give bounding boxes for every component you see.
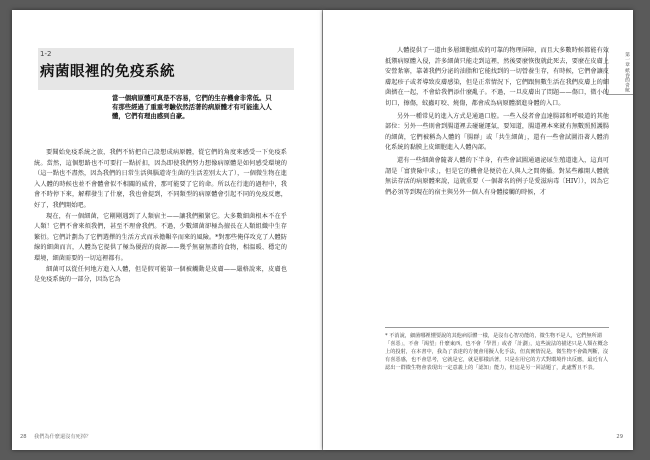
paragraph: 人體提供了一道由多層細胞組成的可靠的物理屏障，而且大多數時候都能有效抵禦病原體入侵，許多細菌只能走到這裡，然後要麼恢復就此死去，要麼在皮膚上安營紮寨，靠著我們分泌的油脂和它能找到的一切營養生存，有時候，它們會讓皮膚起疹子或者導致皮膚感染，但是正常情況下，它們跟無數生活在我們皮膚上的細菌擠在一起，不會給我們添什麼亂子。不過，一旦皮膚出了問題——傷口，微小的切口，擦傷，蚊蟲叮咬、燒傷，都會成為病原體溜進身體的入口。 <box>385 47 609 107</box>
paragraph: 現在，有一個細菌，它剛剛遇到了人類宿主——讓我們顯緊它。大多數細菌根本不在乎人類！它們不會來煩我們，甚至不理會我們。不過，少數細菌卻極為擅長在人類組織中生存繁衍。它們計劃為了它們選擇的生活方式而承擔艱辛而來的風險。*對那些俺佯攻克了人體防線的細菌而言，人體為它提供了極為優渥的資源——幾乎無窮無盡的食物，相溫暖、穩定的環境，細菌需要的一切這裡都有。 <box>34 212 287 262</box>
section-intro: 當一個病原體可真是不容易，它們的生存機會非常低。只有那些經過了重重考驗依然活著的病原體才有可能進入人體，它們有理由感到自豪。 <box>112 94 272 120</box>
paragraph: 還有一些細菌會隨著人體的下半身，有些會試圖通過泌尿生殖道進入，這真可謂是「富貴險中求」，但是它的機會是便於在人與人之間傳播。對某些離開人體就無法存活的病原體來說，這就重要（一個著名的例子是愛滋病毒〔HIV〕），因為它們必須等到現在的宿主與另外一個人有身體接觸的時候，才 <box>385 156 609 196</box>
paragraph: 要聞始免疫系統之旅，我們不妨把自己設想成病原體，從它們的角度來感受一下免疫系統。當然，這個想路也不可要打一點折扣，因為即使我們努力想像病原體是如何感受環境的（這一點也不盡然，因為我們的日常生活與腦道寄生菌的生活差別太大了），一個微生物在進入人體的時候也並不會體會似不相關的威脅，那可能要了它的命。所以在行進的過程中，我會不時停下來，解釋發生了什麼，我也會提到，不同類型的病原體會引起不同的免疫反應，好了，我們開始吧。 <box>34 149 287 209</box>
section-title: 病菌眼裡的免疫系統 <box>40 64 175 80</box>
chapter-tab-text: 第一章 紙卷的奇航 <box>624 52 629 92</box>
left-body-text <box>34 148 287 286</box>
page-number: 28 <box>20 434 27 440</box>
right-page <box>323 10 633 450</box>
running-footer-title: 我們為什麼還沒有死掉？ <box>34 434 92 440</box>
footnote-divider <box>385 327 609 328</box>
footnote: * 不消說，細菌哪裡懂要說的其他病原體一樣，是沒有心智功能的，微生物不是人，它們無所謂「喜惡」，不會「渴望」什麼東西，也不會「學習」或者「計劃」，這些說法的描述只是人類在概念上的投射，在本書中，我為了表達的方便會用擬人化手法，但真實情況是，微生物不會做判斷，沒有喜惡感，也不會思考，它就是它，就是那樣活著，只是在用它的方式對環境作出反應，最近有人認出一群微生物會表現出一定意義上的「認知」能力，但這是另一回話題了，此處暫且不表。 <box>385 333 609 372</box>
section-number: 1-2 <box>40 50 52 58</box>
page-number: 29 <box>616 434 623 440</box>
right-body-text <box>385 46 609 198</box>
left-page <box>12 10 322 450</box>
paragraph: 細菌可以從任何地方進入人體，但是假可能第一個被觸動是皮膚——嚴格說來，皮膚也是免疫系統的一部分，因為它為 <box>34 265 287 284</box>
paragraph: 另外一種常見的進入方式是通過口腔。一些入侵者會直達腸部和呼吸道的其他部位：另外一些則會到腸道裡去碰碰運氣，要知道，腸道裡本來就有無數照照護腸的細菌，它們被稱為人體的「腸群」或「共生細菌」，還有一些會試圖沿著人體消化系統的黏膜上皮細胞進入人體內部。 <box>385 112 609 152</box>
